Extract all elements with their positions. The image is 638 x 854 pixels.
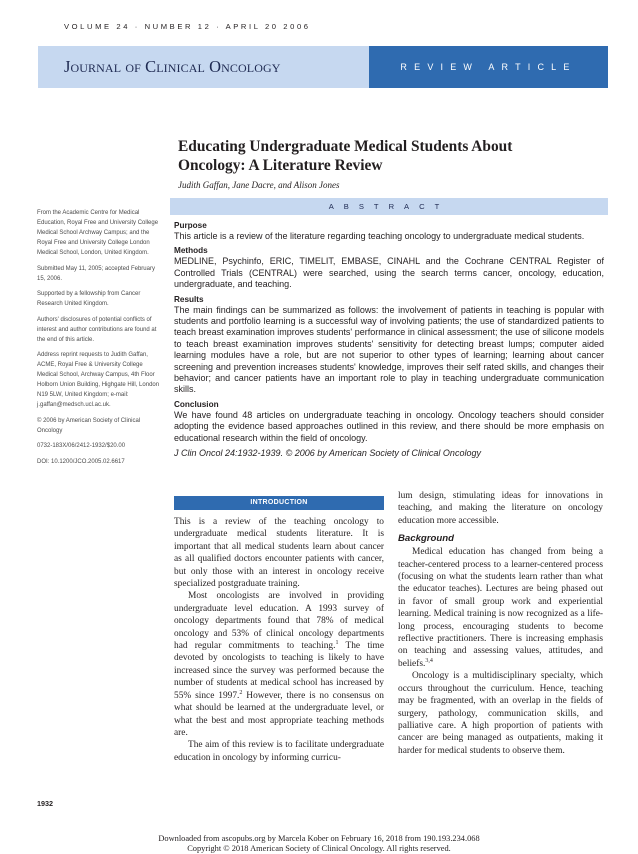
abstract-heading-purpose: Purpose — [174, 221, 207, 230]
article-info-sidebar — [37, 208, 161, 472]
copyright-line: Copyright © 2018 American Society of Clinical Oncology. All rights reserved. — [187, 843, 451, 853]
body-column-left — [174, 516, 384, 764]
funding-note: Supported by a fellowship from Cancer Research United Kingdom. — [37, 291, 141, 307]
abstract-text-conclusion: We have found 48 articles on undergraduate teaching in oncology. Oncology teachers should consider adopting the evidence based approaches outlined in this review, and there should be more emphasis on educational research within the field of oncology. — [174, 409, 604, 443]
article-type-label: REVIEW ARTICLE — [369, 46, 608, 88]
reference-marker: 3,4 — [425, 657, 433, 664]
body-paragraph — [174, 590, 384, 739]
page-number: 1932 — [37, 799, 53, 808]
text-run: The time devoted by oncologists to teaching is likely to have increased since the survey was performed because the number of students at medical school has increased by 55% since 1997. — [174, 641, 384, 701]
journal-banner — [38, 46, 608, 88]
text-run: Medical education has changed from being a teacher-centered process to a learner-centered process (focusing on what the students learn rather than what the educator teaches). Lectures are being phased out in favor of small group work and experiential learning. Medical training is now recognized as a life-long process, encouraging students to become reflective practitioners. There is increasing emphasis on teaching and assessing values, attitudes, and beliefs. — [398, 547, 603, 669]
abstract-text-purpose: This article is a review of the literature regarding teaching oncology to undergraduate medical students. — [174, 231, 585, 241]
abstract-heading-methods: Methods — [174, 246, 208, 256]
affiliation-note: From the Academic Centre for Medical Education, Royal Free and University College Medical School Archway Campus; and the Royal Free and University College London Medical School, London, United Kingdom. — [37, 210, 159, 256]
body-paragraph — [398, 546, 603, 670]
abstract-body — [174, 221, 604, 464]
abstract-text-methods: MEDLINE, Psychinfo, ERIC, TIMELIT, EMBASE, CINAHL and the Cochrane CENTRAL Register of Controlled Trials (CENTRAL) were searched, using the search terms cancer, oncology, education, undergraduate, and teaching. — [174, 256, 604, 290]
abstract-text-results: The main findings can be summarized as follows: the involvement of patients in teaching is popular with students and portfolio learning is a successful way of involving patients; the use of standardized patients to teach breast examination improves students' performance in clinical assessment; the use of silicone models to teach breast examination improves students' sensitivity for detecting breast lumps; computer aided learning modules have a role, but are not superior to other types of learning; learning about cancer screening and prevention increases students' knowledge, improves their self rated skills, and changes their behavior; and cancer patients have an important role to play in teaching undergraduate communication skills. — [174, 304, 604, 395]
text-run: Most oncologists are involved in providing undergraduate level education. A 1993 survey of oncology departments found that 78% of medical oncology and 53% of clinical oncology departments had regular commitments to teaching. — [174, 591, 384, 652]
download-notice — [0, 834, 638, 853]
body-paragraph: This is a review of the teaching oncology to undergraduate medical students literature. It is important that all medical students learn about cancer as all qualified doctors encounter patients with cancer, but only those with an interest in oncology receive specialized postgraduate training. — [174, 517, 384, 590]
body-column-right — [398, 490, 603, 757]
issn-code: 0732-183X/06/2412-1932/$20.00 — [37, 443, 126, 449]
body-paragraph: Oncology is a multidisciplinary specialty, which occurs throughout the curriculum. Hence, teaching may be fragmented, with an overlap in the fields of surgery, pathology, communication skills, and palliative care. A high proportion of patients with cancer are being managed as outpatients, making it harder for medical students to observe them. — [398, 671, 603, 756]
reference-marker: 1 — [335, 639, 339, 646]
doi: DOI: 10.1200/JCO.2005.02.6617 — [37, 458, 125, 465]
abstract-citation: J Clin Oncol 24:1932-1939. © 2006 by American Society of Clinical Oncology — [174, 448, 481, 459]
journal-name: Journal of Clinical Oncology — [64, 57, 281, 76]
article-title: Educating Undergraduate Medical Students About Oncology: A Literature Review — [178, 138, 513, 174]
text-run: However, there is no consensus on what should be learned at the undergraduate level, or what the best and most appropriate teaching methods are. — [174, 690, 384, 738]
background-heading: Background — [398, 533, 454, 545]
abstract-heading-conclusion: Conclusion — [174, 399, 219, 409]
disclosure-note: Authors' disclosures of potential conflicts of interest and author contributions are found at the end of this article. — [37, 316, 157, 343]
article-authors: Judith Gaffan, Jane Dacre, and Alison Jones — [178, 180, 340, 190]
abstract-heading-results: Results — [174, 294, 204, 304]
body-paragraph: The aim of this review is to facilitate undergraduate education in oncology by informing curricu- — [174, 740, 384, 763]
abstract-label: ABSTRACT — [170, 198, 608, 215]
introduction-heading: INTRODUCTION — [174, 496, 384, 510]
copyright-note: © 2006 by American Society of Clinical Oncology — [37, 417, 141, 434]
reference-marker: 2 — [239, 689, 243, 696]
body-paragraph: lum design, stimulating ideas for innovations in teaching, and making the literature on oncology education more accessible. — [398, 491, 603, 526]
submission-dates: Submitted May 11, 2005; accepted February 15, 2006. — [37, 265, 155, 282]
download-line: Downloaded from ascopubs.org by Marcela Kober on February 16, 2018 from 190.193.234.068 — [158, 834, 480, 843]
reprint-address: Address reprint requests to Judith Gaffan, ACME, Royal Free & University College Medical School, Archway Campus, 4th Floor Holborn Union Building, Highgate Hill, London N19 5LW, United Kingdom; e-mail: j.gaffan@medsch.ucl.ac.uk. — [37, 352, 160, 408]
volume-issue-line: VOLUME 24 · NUMBER 12 · APRIL 20 2006 — [64, 22, 311, 31]
